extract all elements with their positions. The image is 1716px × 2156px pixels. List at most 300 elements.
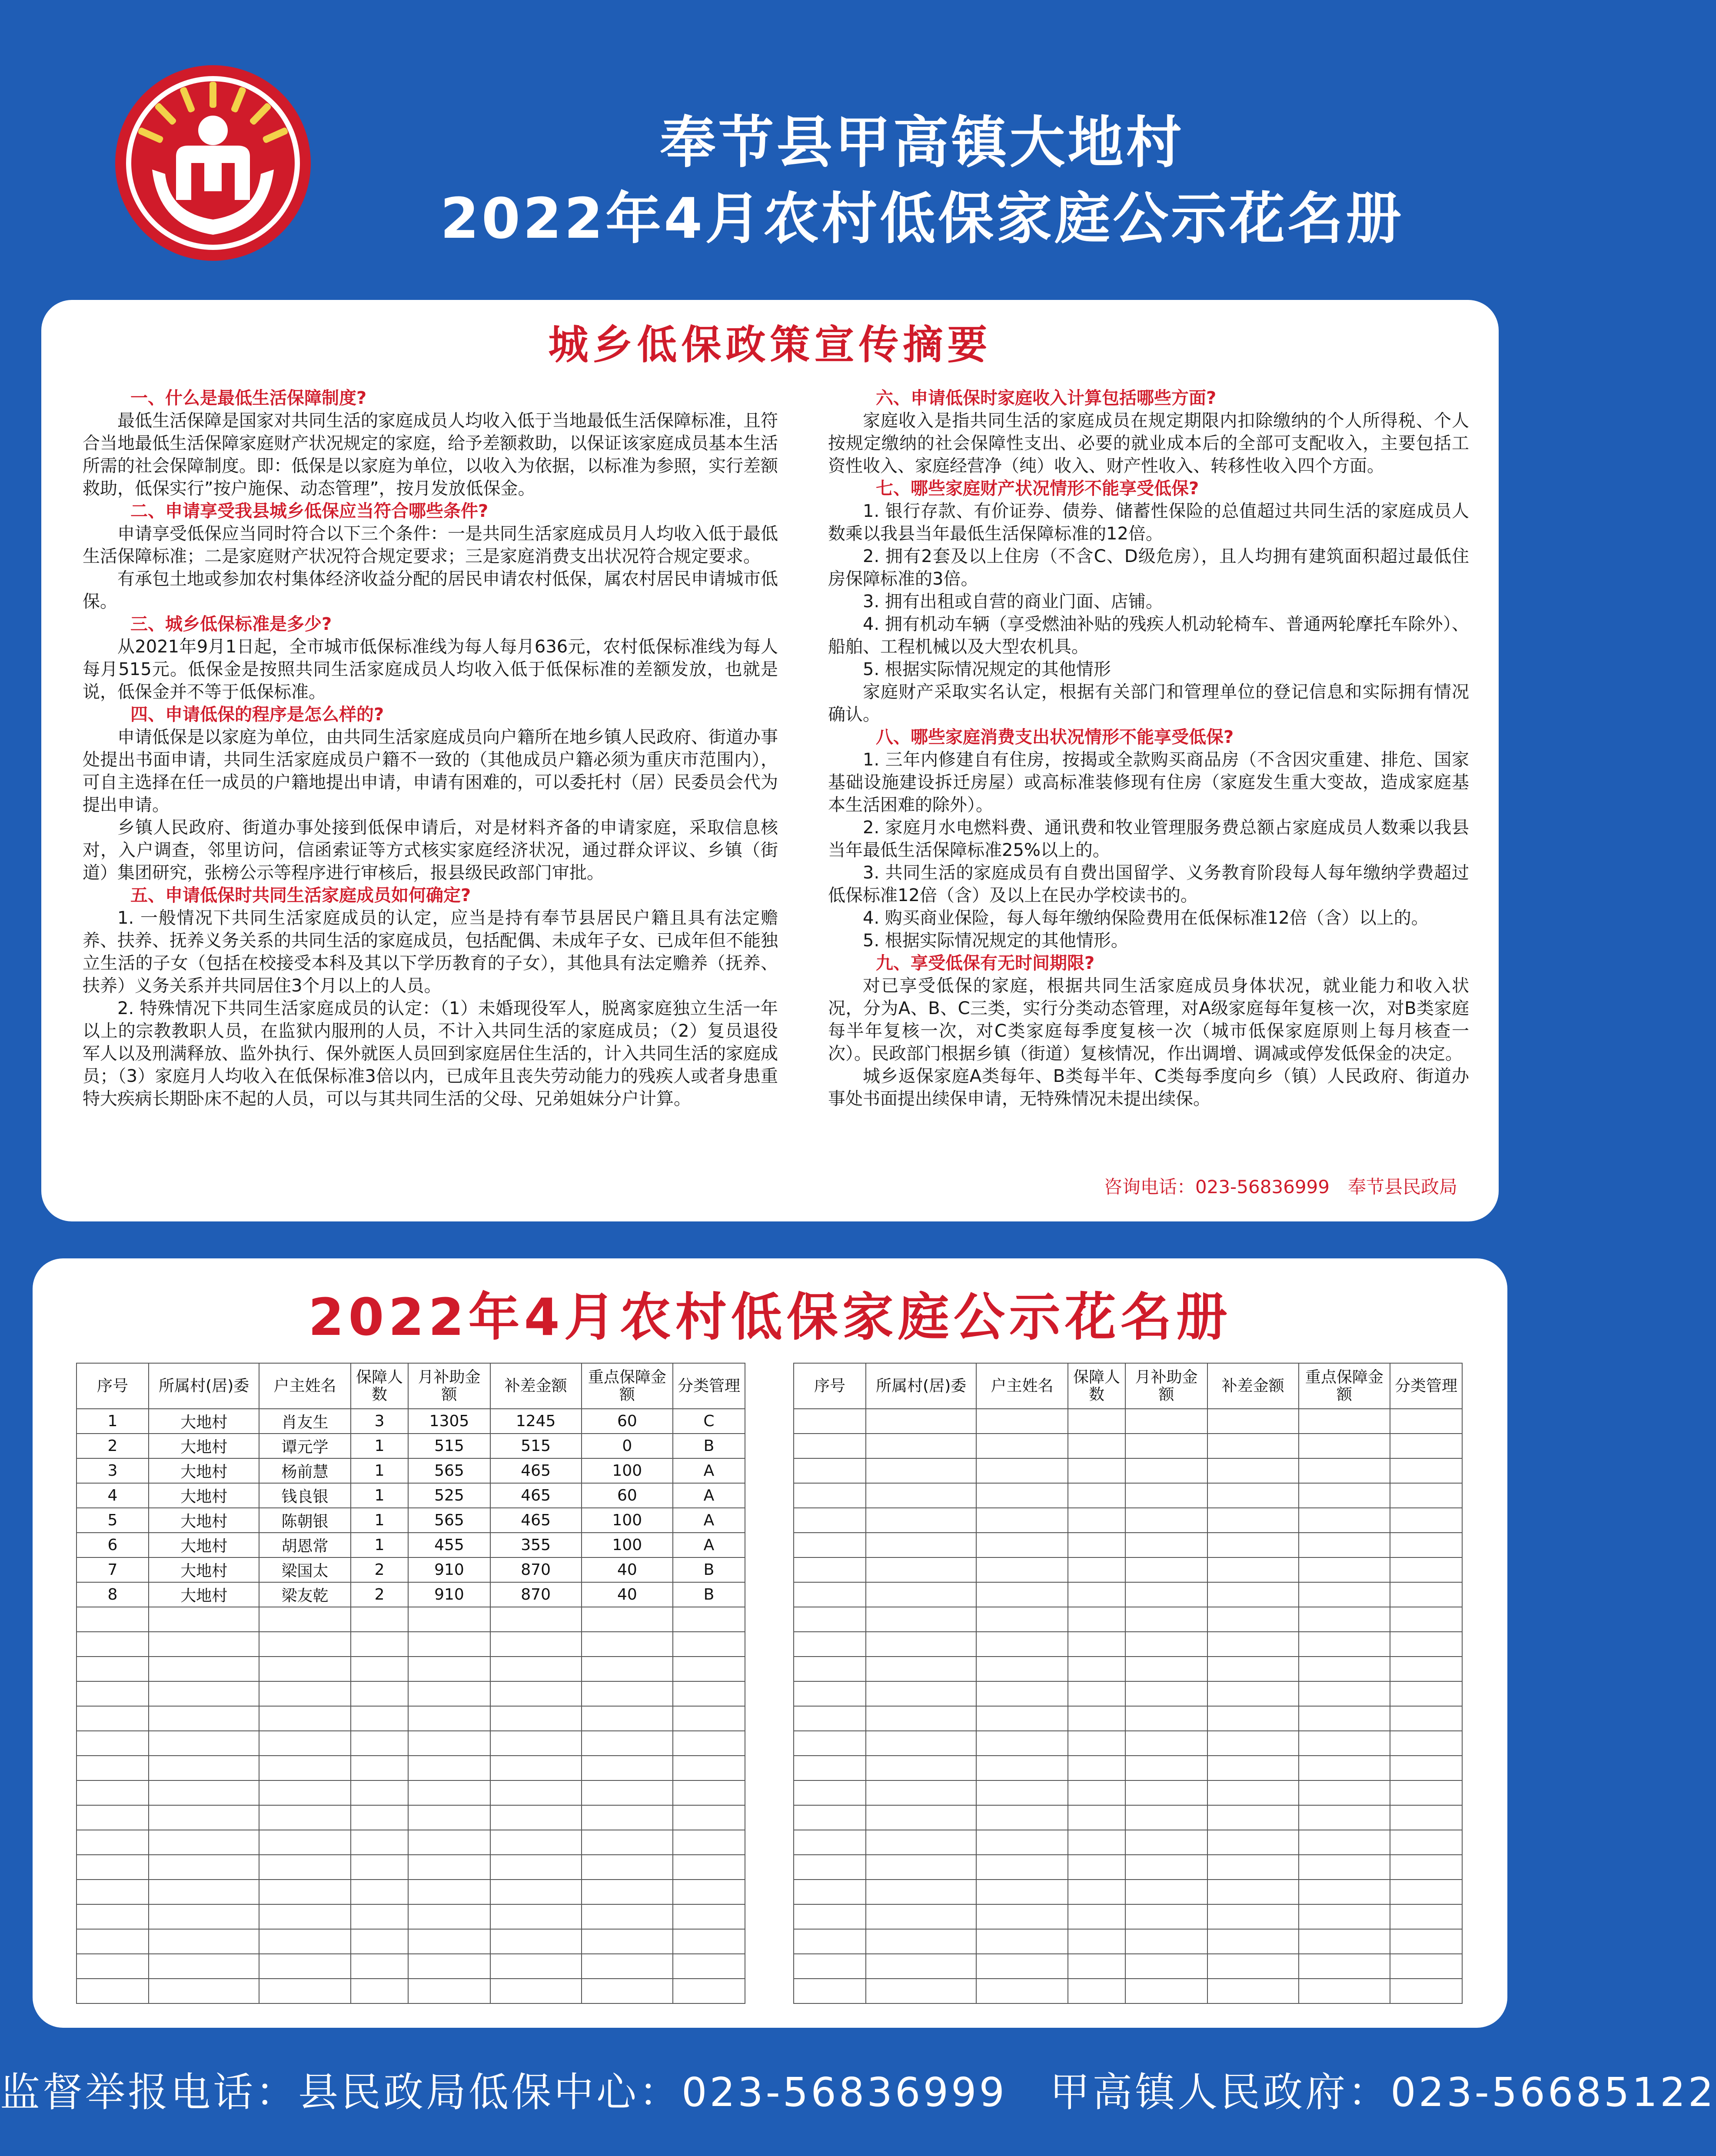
table-cell: [794, 1904, 866, 1929]
table-cell: [259, 1880, 350, 1904]
table-cell: [1207, 1954, 1299, 1979]
table-cell: B: [673, 1582, 745, 1607]
table-cell: [1125, 1830, 1207, 1855]
policy-paragraph: 1. 三年内修建自有住房，按揭或全款购买商品房（不含因灾重建、排危、国家基础设施建设拆迁房屋）或高标准装修现有住房（家庭发生重大变故，造成家庭基本生活困难的除外）。: [828, 750, 1469, 815]
table-cell: [1299, 1632, 1390, 1657]
table-cell: 465: [490, 1458, 582, 1483]
column-header: 月补助金 额: [1125, 1363, 1207, 1409]
table-cell: [976, 1434, 1068, 1458]
table-cell: [976, 1805, 1068, 1830]
table-cell: [1390, 1706, 1462, 1731]
table-cell: [1068, 1533, 1126, 1557]
table-cell: [1068, 1458, 1126, 1483]
table-cell: [673, 1607, 745, 1632]
table-cell: [1125, 1557, 1207, 1582]
table-row: [794, 1483, 1462, 1508]
table-row: [794, 1780, 1462, 1805]
table-cell: [351, 1954, 409, 1979]
table-cell: [1125, 1979, 1207, 2003]
table-cell: [1207, 1533, 1299, 1557]
policy-paragraph: 有承包土地或参加农村集体经济收益分配的居民申请农村低保，属农村居民申请城市低保。: [83, 569, 778, 612]
column-header: 序号: [76, 1363, 149, 1409]
table-cell: 2: [351, 1557, 409, 1582]
table-cell: [794, 1954, 866, 1979]
table-cell: [1390, 1508, 1462, 1533]
table-cell: 565: [408, 1458, 490, 1483]
column-header: 月补助金 额: [408, 1363, 490, 1409]
table-cell: 8: [76, 1582, 149, 1607]
table-cell: [351, 1731, 409, 1756]
table-cell: [1068, 1632, 1126, 1657]
table-cell: [1299, 1557, 1390, 1582]
policy-paragraph: 2. 拥有2套及以上住房（不含C、D级危房），且人均拥有建筑面积超过最低住房保障标准的3倍。: [828, 546, 1469, 589]
table-cell: [582, 1657, 673, 1681]
table-cell: [866, 1756, 976, 1780]
table-cell: [149, 1756, 259, 1780]
table-cell: [794, 1409, 866, 1434]
table-cell: [866, 1458, 976, 1483]
table-cell: [582, 1731, 673, 1756]
table-cell: [1068, 1805, 1126, 1830]
table-row: [76, 1409, 745, 1434]
table-cell: [1068, 1979, 1126, 2003]
table-row: [76, 1632, 745, 1657]
table-cell: [490, 1929, 582, 1954]
table-row: [794, 1855, 1462, 1880]
table-cell: [1125, 1434, 1207, 1458]
table-cell: [673, 1632, 745, 1657]
table-cell: [794, 1830, 866, 1855]
table-cell: [1125, 1706, 1207, 1731]
policy-question: 四、申请低保的程序是怎么样的?: [130, 705, 384, 725]
table-cell: [1207, 1458, 1299, 1483]
table-cell: 大地村: [149, 1557, 259, 1582]
table-cell: [794, 1434, 866, 1458]
table-cell: [76, 1756, 149, 1780]
table-cell: [866, 1979, 976, 2003]
table-cell: [490, 1780, 582, 1805]
table-cell: 60: [582, 1409, 673, 1434]
policy-question: 一、什么是最低生活保障制度?: [130, 388, 367, 408]
table-cell: [673, 1830, 745, 1855]
table-cell: [351, 1830, 409, 1855]
table-cell: [866, 1434, 976, 1458]
table-cell: [976, 1855, 1068, 1880]
table-cell: [976, 1557, 1068, 1582]
table-cell: [1299, 1756, 1390, 1780]
table-cell: [76, 1805, 149, 1830]
table-cell: [582, 1830, 673, 1855]
column-header: 所属村(居)委: [866, 1363, 976, 1409]
table-cell: [1068, 1681, 1126, 1706]
table-row: [794, 1731, 1462, 1756]
column-header: 分类管理: [673, 1363, 745, 1409]
table-cell: [866, 1607, 976, 1632]
table-cell: [1390, 1780, 1462, 1805]
table-cell: [408, 1805, 490, 1830]
table-cell: [149, 1805, 259, 1830]
table-row: [76, 1954, 745, 1979]
policy-paragraph: 乡镇人民政府、街道办事处接到低保申请后，对是材料齐备的申请家庭，采取信息核对，入户调查，邻里访问，信函索证等方式核实家庭经济状况，通过群众评议、乡镇（街道）集团研究，张榜公示等程序进行审核后，报县级民政部门审批。: [83, 818, 778, 883]
policy-paragraph: 家庭财产采取实名认定，根据有关部门和管理单位的登记信息和实际拥有情况确认。: [828, 682, 1469, 725]
table-cell: [1390, 1632, 1462, 1657]
table-cell: [408, 1954, 490, 1979]
table-cell: [259, 1929, 350, 1954]
table-cell: 5: [76, 1508, 149, 1533]
table-row: [794, 1756, 1462, 1780]
table-cell: [351, 1681, 409, 1706]
table-row: [794, 1632, 1462, 1657]
table-cell: [794, 1706, 866, 1731]
table-cell: [149, 1632, 259, 1657]
table-cell: [1299, 1483, 1390, 1508]
table-cell: [408, 1880, 490, 1904]
table-cell: 1305: [408, 1409, 490, 1434]
table-cell: [794, 1880, 866, 1904]
table-cell: [1390, 1731, 1462, 1756]
table-cell: [1390, 1756, 1462, 1780]
table-cell: [673, 1731, 745, 1756]
table-cell: [259, 1855, 350, 1880]
table-cell: 870: [490, 1557, 582, 1582]
table-cell: [76, 1929, 149, 1954]
table-cell: [794, 1780, 866, 1805]
table-cell: [976, 1731, 1068, 1756]
table-cell: [1299, 1805, 1390, 1830]
table-row: [794, 1409, 1462, 1434]
table-row: [76, 1979, 745, 2003]
table-cell: [1125, 1904, 1207, 1929]
table-cell: [408, 1731, 490, 1756]
table-cell: [582, 1756, 673, 1780]
policy-paragraph: 1. 银行存款、有价证券、债券、储蓄性保险的总值超过共同生活的家庭成员人数乘以我县当年最低生活保障标准的12倍。: [828, 501, 1469, 544]
table-cell: [1207, 1830, 1299, 1855]
table-cell: [673, 1979, 745, 2003]
table-cell: [976, 1830, 1068, 1855]
table-cell: [149, 1681, 259, 1706]
table-cell: [582, 1954, 673, 1979]
table-cell: [76, 1681, 149, 1706]
table-cell: [1125, 1582, 1207, 1607]
table-cell: [1390, 1954, 1462, 1979]
table-cell: [76, 1855, 149, 1880]
table-cell: [976, 1632, 1068, 1657]
table-row: [76, 1458, 745, 1483]
table-cell: [794, 1533, 866, 1557]
table-cell: [1068, 1607, 1126, 1632]
policy-left-column: [83, 387, 778, 1110]
table-cell: [866, 1805, 976, 1830]
table-cell: [1299, 1830, 1390, 1855]
table-cell: [1207, 1979, 1299, 2003]
table-cell: 3: [76, 1458, 149, 1483]
column-header: 户主姓名: [976, 1363, 1068, 1409]
table-row: [794, 1533, 1462, 1557]
table-cell: 肖友生: [259, 1409, 350, 1434]
table-cell: [259, 1607, 350, 1632]
table-cell: [794, 1731, 866, 1756]
table-header-row: [76, 1363, 745, 1409]
table-cell: [149, 1929, 259, 1954]
policy-panel: [41, 300, 1499, 1221]
table-row: [76, 1533, 745, 1557]
table-row: [794, 1508, 1462, 1533]
table-row: [76, 1434, 745, 1458]
table-cell: [794, 1756, 866, 1780]
table-cell: [1390, 1657, 1462, 1681]
table-cell: 大地村: [149, 1458, 259, 1483]
table-cell: [1068, 1855, 1126, 1880]
table-cell: [673, 1954, 745, 1979]
table-cell: [259, 1954, 350, 1979]
table-cell: [1125, 1880, 1207, 1904]
table-cell: [976, 1458, 1068, 1483]
table-row: [794, 1805, 1462, 1830]
table-cell: [1390, 1929, 1462, 1954]
roster-table-right: [793, 1363, 1463, 2004]
table-cell: [1207, 1557, 1299, 1582]
table-cell: 大地村: [149, 1483, 259, 1508]
table-cell: [866, 1533, 976, 1557]
table-cell: [1068, 1582, 1126, 1607]
table-cell: [976, 1979, 1068, 2003]
policy-paragraph: 1. 一般情况下共同生活家庭成员的认定，应当是持有奉节县居民户籍且具有法定赡养、扶养、抚养义务关系的共同生活的家庭成员，包括配偶、未成年子女、已成年但不能独立生活的子女（包括在校接受本科及其以下学历教育的子女），其他具有法定赡养（抚养、扶养）义务关系并共同居住3个月以上的人员。: [83, 908, 778, 996]
table-cell: [259, 1706, 350, 1731]
table-cell: [1068, 1904, 1126, 1929]
table-cell: [794, 1508, 866, 1533]
table-cell: [582, 1706, 673, 1731]
table-cell: [259, 1979, 350, 2003]
table-cell: [1390, 1830, 1462, 1855]
table-cell: [76, 1632, 149, 1657]
table-cell: [673, 1805, 745, 1830]
table-row: [794, 1434, 1462, 1458]
table-cell: [490, 1632, 582, 1657]
table-cell: [408, 1706, 490, 1731]
table-cell: [582, 1780, 673, 1805]
table-cell: [1068, 1434, 1126, 1458]
table-row: [76, 1855, 745, 1880]
table-cell: [1207, 1904, 1299, 1929]
column-header: 重点保障金 额: [582, 1363, 673, 1409]
table-cell: [1390, 1607, 1462, 1632]
table-cell: 515: [408, 1434, 490, 1458]
table-cell: 1: [351, 1458, 409, 1483]
table-cell: [149, 1780, 259, 1805]
table-cell: [490, 1756, 582, 1780]
table-cell: [1299, 1706, 1390, 1731]
table-cell: [1125, 1657, 1207, 1681]
table-cell: 钱良银: [259, 1483, 350, 1508]
table-cell: [794, 1607, 866, 1632]
table-row: [76, 1929, 745, 1954]
policy-paragraph: 对已享受低保的家庭，根据共同生活家庭成员身体状况，就业能力和收入状况，分为A、B、C三类，实行分类动态管理，对A级家庭每年复核一次，对B类家庭每半年复核一次，对C类家庭每季度复核一次（城市低保家庭原则上每月核查一次）。民政部门根据乡镇（街道）复核情况，作出调增、调减或停发低保金的决定。: [828, 976, 1469, 1064]
table-cell: [1390, 1904, 1462, 1929]
table-cell: [866, 1706, 976, 1731]
table-cell: [490, 1706, 582, 1731]
table-cell: [794, 1557, 866, 1582]
table-cell: [1207, 1855, 1299, 1880]
table-cell: [673, 1657, 745, 1681]
table-cell: [408, 1979, 490, 2003]
table-cell: 7: [76, 1557, 149, 1582]
table-cell: [1207, 1756, 1299, 1780]
table-row: [794, 1557, 1462, 1582]
column-header: 分类管理: [1390, 1363, 1462, 1409]
table-row: [76, 1483, 745, 1508]
table-cell: [1299, 1780, 1390, 1805]
table-cell: 100: [582, 1458, 673, 1483]
table-cell: 525: [408, 1483, 490, 1508]
table-cell: [408, 1632, 490, 1657]
table-cell: [1299, 1533, 1390, 1557]
table-cell: [866, 1483, 976, 1508]
table-row: [76, 1830, 745, 1855]
table-row: [794, 1830, 1462, 1855]
table-cell: [76, 1830, 149, 1855]
table-cell: [673, 1929, 745, 1954]
table-cell: [866, 1681, 976, 1706]
table-cell: [866, 1904, 976, 1929]
table-cell: [866, 1830, 976, 1855]
table-cell: [794, 1929, 866, 1954]
table-cell: [976, 1756, 1068, 1780]
policy-paragraph: 申请低保是以家庭为单位，由共同生活家庭成员向户籍所在地乡镇人民政府、街道办事处提出书面申请，共同生活家庭成员户籍不一致的（其他成员户籍必须为重庆市范围内），可自主选择在任一成员的户籍地提出申请，申请有困难的，可以委托村（居）民委员会代为提出申请。: [83, 727, 778, 815]
table-cell: [1390, 1805, 1462, 1830]
table-cell: [866, 1582, 976, 1607]
table-cell: [582, 1607, 673, 1632]
policy-question: 三、城乡低保标准是多少?: [130, 614, 332, 634]
table-cell: [490, 1979, 582, 2003]
table-cell: 515: [490, 1434, 582, 1458]
table-cell: [259, 1632, 350, 1657]
table-cell: [976, 1880, 1068, 1904]
table-cell: 40: [582, 1557, 673, 1582]
table-cell: 465: [490, 1483, 582, 1508]
policy-paragraph: 3. 共同生活的家庭成员有自费出国留学、义务教育阶段每人每年缴纳学费超过低保标准12倍（含）及以上在民办学校读书的。: [828, 863, 1469, 905]
table-row: [794, 1904, 1462, 1929]
table-cell: [1125, 1805, 1207, 1830]
table-cell: [351, 1979, 409, 2003]
table-cell: A: [673, 1508, 745, 1533]
table-cell: [1390, 1458, 1462, 1483]
table-cell: [149, 1954, 259, 1979]
table-cell: [1207, 1409, 1299, 1434]
table-row: [76, 1756, 745, 1780]
table-cell: [582, 1880, 673, 1904]
table-cell: [408, 1929, 490, 1954]
page-title-line2: 2022年4月农村低保家庭公示花名册: [440, 186, 1404, 251]
table-cell: [490, 1855, 582, 1880]
table-cell: [794, 1681, 866, 1706]
table-cell: [582, 1632, 673, 1657]
table-cell: [794, 1483, 866, 1508]
header: [0, 0, 1540, 300]
table-cell: [490, 1954, 582, 1979]
table-cell: [866, 1780, 976, 1805]
table-cell: [1299, 1954, 1390, 1979]
roster-panel: [33, 1258, 1507, 2028]
table-cell: [1207, 1706, 1299, 1731]
table-cell: 910: [408, 1557, 490, 1582]
table-cell: [866, 1880, 976, 1904]
table-cell: [1125, 1780, 1207, 1805]
table-cell: 2: [76, 1434, 149, 1458]
table-cell: [259, 1904, 350, 1929]
table-cell: [408, 1657, 490, 1681]
table-cell: [408, 1607, 490, 1632]
table-cell: 1: [351, 1434, 409, 1458]
table-row: [76, 1805, 745, 1830]
table-cell: [149, 1657, 259, 1681]
table-cell: [1299, 1458, 1390, 1483]
table-cell: 465: [490, 1508, 582, 1533]
table-cell: 100: [582, 1508, 673, 1533]
table-cell: [1207, 1582, 1299, 1607]
table-cell: [582, 1681, 673, 1706]
table-cell: [866, 1731, 976, 1756]
table-cell: [259, 1681, 350, 1706]
table-cell: [1068, 1657, 1126, 1681]
table-cell: [351, 1632, 409, 1657]
table-cell: 大地村: [149, 1582, 259, 1607]
column-header: 户主姓名: [259, 1363, 350, 1409]
table-cell: [351, 1855, 409, 1880]
table-cell: [582, 1904, 673, 1929]
table-cell: [976, 1657, 1068, 1681]
table-cell: [1390, 1409, 1462, 1434]
table-cell: [351, 1904, 409, 1929]
table-cell: 谭元学: [259, 1434, 350, 1458]
table-cell: [1068, 1557, 1126, 1582]
table-cell: [149, 1830, 259, 1855]
table-cell: [1125, 1756, 1207, 1780]
table-header-row: [794, 1363, 1462, 1409]
policy-paragraph: 从2021年9月1日起，全市城市低保标准线为每人每月636元，农村低保标准线为每人每月515元。低保金是按照共同生活家庭成员人均收入低于低保标准的差额发放，也就是说，低保金并不等于低保标准。: [83, 637, 778, 702]
table-cell: [582, 1979, 673, 2003]
table-cell: [259, 1756, 350, 1780]
table-cell: [673, 1855, 745, 1880]
table-cell: [149, 1904, 259, 1929]
table-cell: [1068, 1508, 1126, 1533]
table-cell: [794, 1582, 866, 1607]
table-cell: [976, 1607, 1068, 1632]
table-cell: [1125, 1409, 1207, 1434]
table-cell: [1125, 1607, 1207, 1632]
table-cell: [673, 1904, 745, 1929]
table-cell: [351, 1756, 409, 1780]
policy-question: 七、哪些家庭财产状况情形不能享受低保?: [876, 479, 1199, 499]
table-cell: [1390, 1483, 1462, 1508]
table-cell: [149, 1855, 259, 1880]
table-cell: [351, 1880, 409, 1904]
table-cell: [1068, 1830, 1126, 1855]
policy-paragraph: 5. 根据实际情况规定的其他情形。: [863, 931, 1128, 951]
table-cell: [408, 1780, 490, 1805]
table-cell: [1125, 1533, 1207, 1557]
policy-paragraph: 4. 拥有机动车辆（享受燃油补贴的残疾人机动轮椅车、普通两轮摩托车除外）、船舶、工程机械以及大型农机具。: [828, 614, 1469, 657]
table-cell: [490, 1805, 582, 1830]
table-cell: [259, 1731, 350, 1756]
table-cell: [1125, 1954, 1207, 1979]
table-cell: [76, 1880, 149, 1904]
table-cell: [1390, 1582, 1462, 1607]
table-cell: [76, 1780, 149, 1805]
table-cell: [1125, 1483, 1207, 1508]
policy-question: 六、申请低保时家庭收入计算包括哪些方面?: [876, 388, 1217, 408]
table-cell: [582, 1929, 673, 1954]
table-cell: [794, 1657, 866, 1681]
